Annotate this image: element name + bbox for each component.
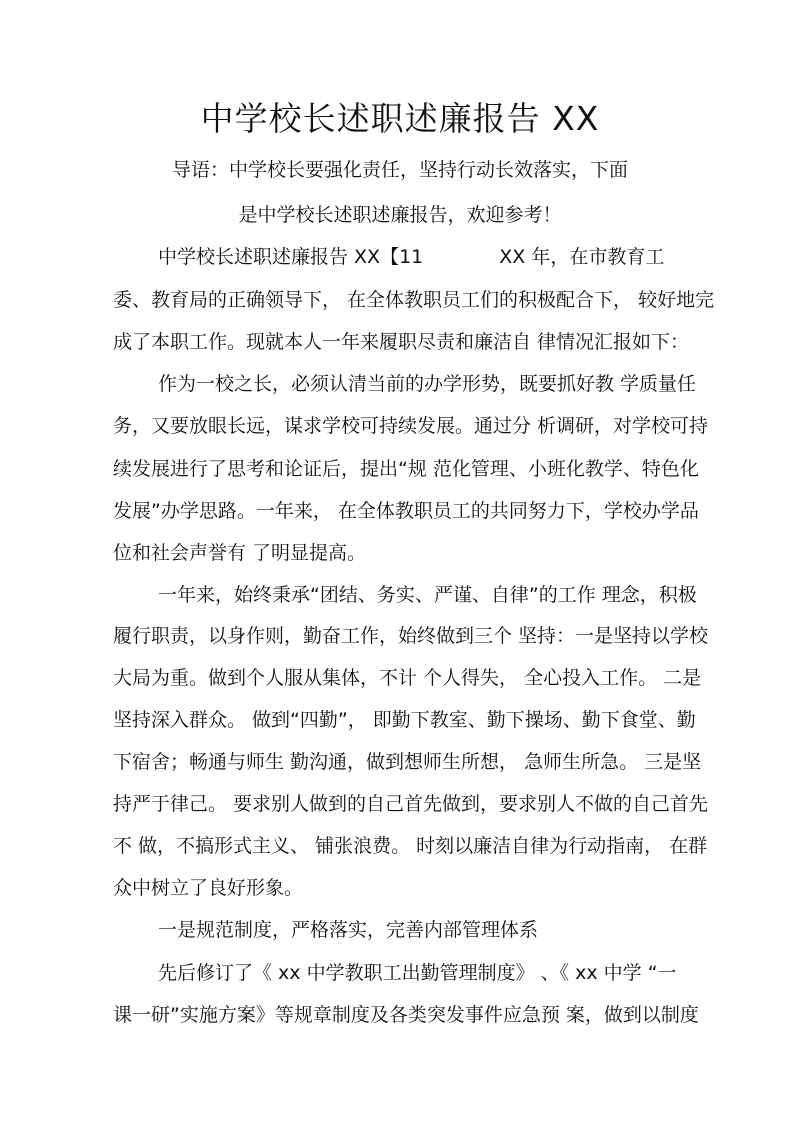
body-line-9: 一年来，始终秉承“团结、务实、严谨、自律”的工作 理念，积极 — [158, 584, 697, 606]
body-line-10: 履行职责，以身作则，勤奋工作，始终做到三个 坚持：一是坚持以学校 — [113, 625, 709, 647]
body-line-19: 课一研”实施方案》等规章制度及各类突发事件应急预 案，做到以制度 — [113, 1004, 699, 1026]
document-title: 中学校长述职述廉报告 XX — [200, 99, 600, 138]
intro-line-1: 导语：中学校长要强化责任，坚持行动长效落实，下面 — [171, 159, 628, 181]
body-line-7: 发展”办学思路。一年来， 在全体教职员工的共同努力下，学校办学品 — [113, 500, 699, 522]
body-line-8: 位和社会声誉有 了明显提高。 — [113, 542, 367, 564]
intro-line-2: 是中学校长述职述廉报告，欢迎参考！ — [238, 204, 562, 226]
body-line-17: 一是规范制度，严格落实，完善内部管理体系 — [158, 919, 539, 941]
body-line-13: 下宿舍；畅通与师生 勤沟通，做到想师生所想， 急师生所急。 三是坚 — [113, 751, 702, 773]
body-line-12: 坚持深入群众。 做到“四勤”， 即勤下教室、勤下操场、勤下食堂、勤 — [113, 709, 696, 731]
body-line-11: 大局为重。做到个人服从集体，不计 个人得失， 全心投入工作。 二是 — [113, 667, 702, 689]
body-line-15: 不 做，不搞形式主义、 铺张浪费。 时刻以廉洁自律为行动指南， 在群 — [113, 835, 708, 857]
body-line-4: 作为一校之长，必须认清当前的办学形势，既要抓好教 学质量任 — [158, 373, 697, 395]
body-line-2: 委、教育局的正确领导下， 在全体教职员工们的积极配合下， 较好地完 — [113, 289, 715, 311]
body-line-16: 众中树立了良好形象。 — [113, 877, 304, 899]
body-line-6: 续发展进行了思考和论证后，提出“规 范化管理、小班化教学、特色化 — [113, 458, 699, 480]
body-line-18: 先后修订了《 xx 中学教职工出勤管理制度》 、《 xx 中学 “一 — [158, 962, 677, 984]
body-line-5: 务，又要放眼长远，谋求学校可持续发展。通过分 析调研，对学校可持 — [113, 415, 709, 437]
body-line-14: 持严于律己。 要求别人做到的自己首先做到，要求别人不做的自己首先 — [113, 793, 709, 815]
body-line-1: 中学校长述职述廉报告 XX【11 XX 年，在市教育工 — [158, 246, 665, 268]
body-line-3: 成了本职工作。现就本人一年来履职尽责和廉洁自 律情况汇报如下： — [113, 331, 690, 353]
